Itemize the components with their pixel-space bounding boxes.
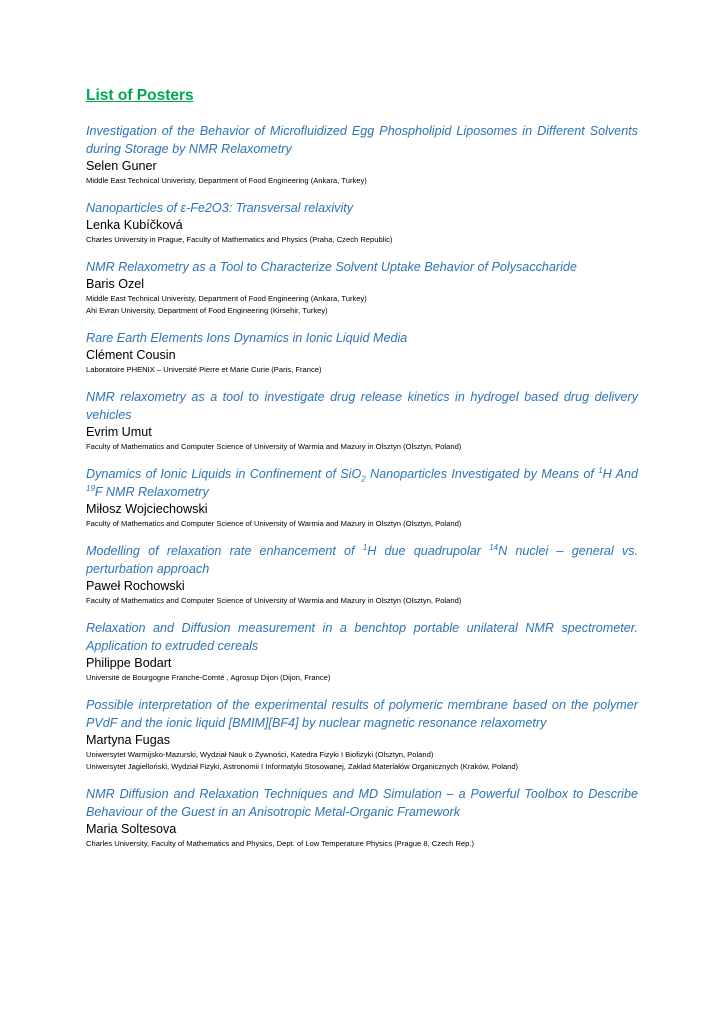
poster-author: Baris Ozel	[86, 277, 145, 291]
title-superscript: 19	[86, 483, 95, 493]
poster-affiliation: Uniwersytet Jagielloński, Wydział Fizyki, Astronomii I Informatyki Stosowanej, Zakład Materiałów Organicznych (Kraków, Poland)	[86, 762, 519, 771]
title-part: Dynamics of Ionic Liquids in Confinement of SiO	[86, 467, 362, 481]
poster-title: NMR Relaxometry as a Tool to Characterize Solvent Uptake Behavior of Polysaccharide	[86, 260, 577, 274]
poster-entry	[86, 696, 638, 773]
poster-affiliation: Université de Bourgogne Franche-Comté , Agrosup Dijon (Dijon, France)	[86, 673, 331, 682]
title-superscript: 1	[598, 465, 603, 475]
poster-title: Nanoparticles of ε-Fe2O3: Transversal relaxivity	[86, 201, 354, 215]
poster-affiliation: Faculty of Mathematics and Computer Science of University of Warmia and Mazury in Olsztyn (Olsztyn, Poland)	[86, 519, 462, 528]
poster-title: Relaxation and Diffusion measurement in a benchtop portable unilateral NMR spectrometer. Application to extruded cereals	[86, 621, 638, 653]
poster-entry	[86, 258, 638, 317]
poster-affiliation: Middle East Technical Univeristy, Department of Food Engineering (Ankara, Turkey)	[86, 294, 367, 303]
poster-entry	[86, 199, 638, 246]
poster-title: Possible interpretation of the experimental results of polymeric membrane based on the polymer PVdF and the ionic liquid [BMIM][BF4] by nuclear magnetic resonance relaxometry	[86, 698, 638, 730]
poster-entry	[86, 122, 638, 187]
poster-author: Lenka Kubíčková	[86, 218, 183, 232]
poster-affiliation: Uniwersytet Warmijsko-Mazurski, Wydział Nauk o Żywności, Katedra Fizyki I Biofizyki (Olsztyn, Poland)	[86, 750, 434, 759]
poster-title	[86, 465, 638, 501]
poster-title: NMR Diffusion and Relaxation Techniques and MD Simulation – a Powerful Toolbox to Describe Behaviour of the Guest in an Anisotropic Metal-Organic Framework	[86, 787, 638, 819]
title-part: N nuclei – general vs. perturbation approach	[86, 544, 639, 576]
poster-entry	[86, 785, 638, 850]
poster-author: Martyna Fugas	[86, 733, 170, 747]
poster-author: Paweł Rochowski	[86, 579, 185, 593]
title-part: H And	[602, 467, 638, 481]
poster-entry	[86, 329, 638, 376]
poster-entry	[86, 465, 638, 530]
page-heading: List of Posters	[86, 87, 194, 104]
poster-title: NMR relaxometry as a tool to investigate drug release kinetics in hydrogel based drug delivery vehicles	[86, 390, 638, 422]
title-superscript: 1	[362, 542, 368, 552]
title-part: Nanoparticles Investigated by Means of	[365, 467, 599, 481]
title-part: F NMR Relaxometry	[94, 485, 209, 499]
poster-list-page	[86, 86, 638, 862]
poster-title: Investigation of the Behavior of Microfluidized Egg Phospholipid Liposomes in Different Solvents during Storage by NMR Relaxometry	[86, 124, 638, 156]
poster-author: Philippe Bodart	[86, 656, 172, 670]
title-superscript: 14	[489, 542, 499, 552]
poster-author: Selen Guner	[86, 159, 157, 173]
poster-author: Clément Cousin	[86, 348, 176, 362]
poster-affiliation: Charles University, Faculty of Mathematics and Physics, Dept. of Low Temperature Physics (Prague 8, Czech Rep.)	[86, 839, 474, 848]
poster-affiliation: Faculty of Mathematics and Computer Science of University of Warmia and Mazury in Olsztyn (Olsztyn, Poland)	[86, 442, 462, 451]
poster-author: Miłosz Wojciechowski	[86, 502, 208, 516]
poster-entry	[86, 619, 638, 684]
poster-affiliation: Charles University in Prague, Faculty of Mathematics and Physics (Praha, Czech Republic)	[86, 235, 393, 244]
poster-title: Rare Earth Elements Ions Dynamics in Ionic Liquid Media	[86, 331, 408, 345]
poster-author: Evrim Umut	[86, 425, 152, 439]
poster-entry	[86, 388, 638, 453]
title-subscript: 2	[361, 474, 366, 484]
title-part: H due quadrupolar	[367, 544, 490, 558]
poster-author: Maria Soltesova	[86, 822, 177, 836]
poster-affiliation: Faculty of Mathematics and Computer Science of University of Warmia and Mazury in Olsztyn (Olsztyn, Poland)	[86, 596, 462, 605]
poster-affiliation: Laboratoire PHENIX – Université Pierre et Marie Curie (Paris, France)	[86, 365, 322, 374]
poster-entry	[86, 542, 638, 607]
title-part: Modelling of relaxation rate enhancement of	[86, 544, 363, 558]
poster-title	[86, 542, 638, 578]
poster-affiliation: Middle East Technical Univeristy, Department of Food Engineering (Ankara, Turkey)	[86, 176, 367, 185]
poster-affiliation: Ahi Evran University, Department of Food Engineering (Kirsehir, Turkey)	[86, 306, 328, 315]
